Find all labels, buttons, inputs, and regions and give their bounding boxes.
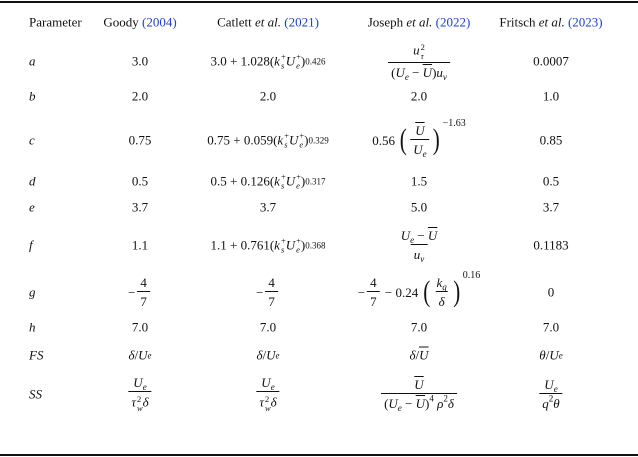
goody-f: 1.1 bbox=[131, 237, 149, 253]
goody-d: 0.5 bbox=[131, 173, 149, 189]
catlett-g: − $\frac{4}{7}$ bbox=[256, 276, 280, 308]
param-fs: FS bbox=[29, 347, 44, 363]
catlett-fs: δ / U e bbox=[256, 347, 280, 363]
joseph-d: 1.5 bbox=[410, 173, 428, 189]
joseph-c: 0.56 ( $\frac{\overline{U}}{U_e}$ ) −1.63 bbox=[372, 118, 466, 160]
catlett-a: 3.0 + 1.028( k + s U + e ) 0.426 bbox=[210, 51, 326, 70]
joseph-a: u 2 τ $(U_e - \overline{U})u_\nu$ bbox=[386, 43, 452, 79]
fritsch-ss: $\frac{U_e}{q^2\theta}$ bbox=[537, 378, 564, 410]
fritsch-fs: θ / U e bbox=[539, 347, 563, 363]
header-joseph: Joseph et al. (2022) bbox=[367, 14, 471, 30]
param-g: g bbox=[29, 284, 36, 300]
goody-c: 0.75 bbox=[128, 132, 152, 148]
param-b: b bbox=[29, 88, 36, 104]
bottom-rule bbox=[0, 454, 638, 456]
fritsch-f: 0.1183 bbox=[533, 237, 569, 253]
goody-b: 2.0 bbox=[131, 88, 149, 104]
fritsch-h: 7.0 bbox=[542, 319, 560, 335]
citation-link-fritsch[interactable]: (2023) bbox=[567, 14, 603, 30]
param-e: e bbox=[29, 199, 35, 215]
goody-g: − $\frac{4}{7}$ bbox=[128, 276, 152, 308]
joseph-b: 2.0 bbox=[410, 88, 428, 104]
fritsch-e: 3.7 bbox=[542, 199, 560, 215]
joseph-fs: δ / $\overline{U}$ bbox=[409, 347, 429, 363]
catlett-c: 0.75 + 0.059( k + s U + e ) 0.329 bbox=[207, 130, 329, 149]
catlett-e: 3.7 bbox=[259, 199, 277, 215]
goody-e: 3.7 bbox=[131, 199, 149, 215]
joseph-e: 5.0 bbox=[410, 199, 428, 215]
param-h: h bbox=[29, 319, 36, 335]
header-catlett: Catlett et al. (2021) bbox=[217, 14, 319, 30]
catlett-b: 2.0 bbox=[259, 88, 277, 104]
catlett-ss: $U_e$ τ 2 w δ bbox=[254, 376, 281, 412]
param-c: c bbox=[29, 132, 35, 148]
joseph-f: $\frac{U_e - \overline{U}}{u_\nu}$ bbox=[400, 228, 438, 265]
param-a: a bbox=[29, 53, 36, 69]
citation-link-joseph[interactable]: (2022) bbox=[435, 14, 471, 30]
goody-fs: δ / U e bbox=[128, 347, 152, 363]
citation-link-catlett[interactable]: (2021) bbox=[284, 14, 319, 30]
catlett-d: 0.5 + 0.126( k + s U + e ) 0.317 bbox=[210, 171, 326, 190]
joseph-g: − $\frac{4}{7}$ − 0.24 ( $\frac{k_g}{\delta}$ ) 0.16 bbox=[357, 270, 481, 309]
param-ss: SS bbox=[29, 386, 42, 402]
param-d: d bbox=[29, 173, 36, 189]
top-rule bbox=[0, 1, 638, 3]
goody-ss: $U_e$ τ 2 w δ bbox=[126, 376, 153, 412]
header-fritsch: Fritsch et al. (2023) bbox=[499, 14, 603, 30]
header-goody: Goody (2004) bbox=[103, 14, 177, 30]
goody-a: 3.0 bbox=[131, 53, 149, 69]
param-f: f bbox=[29, 237, 33, 253]
fritsch-c: 0.85 bbox=[539, 132, 563, 148]
header-parameter: Parameter bbox=[29, 14, 82, 30]
joseph-h: 7.0 bbox=[410, 319, 428, 335]
catlett-f: 1.1 + 0.761( k + s U + e ) 0.368 bbox=[210, 235, 326, 254]
fritsch-g: 0 bbox=[547, 284, 555, 300]
fritsch-a: 0.0007 bbox=[533, 53, 569, 69]
goody-h: 7.0 bbox=[131, 319, 149, 335]
fritsch-b: 1.0 bbox=[542, 88, 560, 104]
citation-link-goody[interactable]: (2004) bbox=[141, 14, 177, 30]
joseph-ss: $\frac{\overline{U}}{(U_e - \overline{U})^4 \rho^2\delta}$ bbox=[379, 378, 459, 410]
catlett-h: 7.0 bbox=[259, 319, 277, 335]
fritsch-d: 0.5 bbox=[542, 173, 560, 189]
